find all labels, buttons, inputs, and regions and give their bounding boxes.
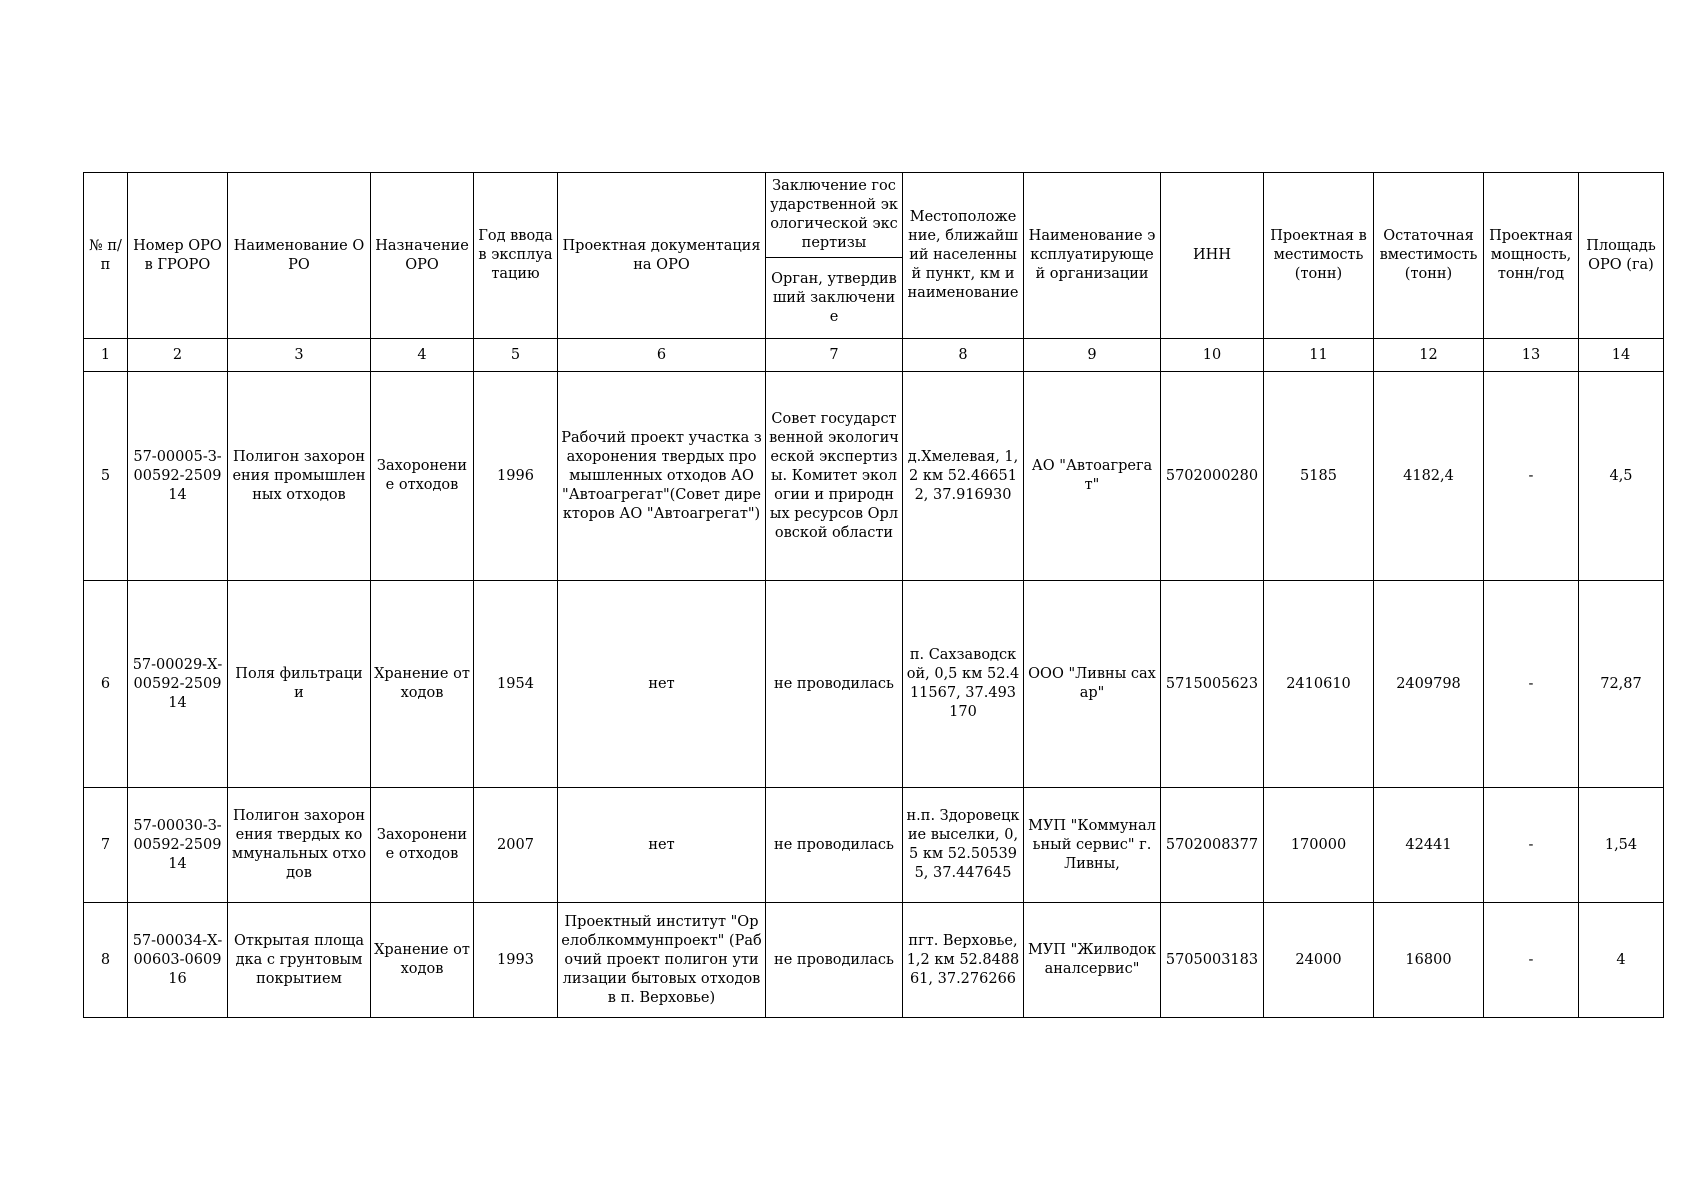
table-row — [84, 903, 1664, 1018]
waste-facilities-table — [83, 172, 1664, 1018]
cell-location: н.п. Здоровецкие выселки, 0,5 км 52.505395, 37.447645 — [903, 788, 1024, 903]
cell-year: 2007 — [474, 788, 558, 903]
column-number: 11 — [1264, 339, 1374, 372]
column-number: 13 — [1484, 339, 1579, 372]
cell-purpose: Захоронение отходов — [371, 788, 474, 903]
header-design-capacity: Проектная вместимость (тонн) — [1264, 173, 1374, 339]
header-year: Год ввода в эксплуатацию — [474, 173, 558, 339]
cell-project-docs: нет — [558, 788, 766, 903]
cell-gropo-number: 57-00030-З-00592-250914 — [128, 788, 228, 903]
cell-operator: МУП "Коммунальный сервис" г.Ливны, — [1024, 788, 1161, 903]
cell-area: 1,54 — [1579, 788, 1664, 903]
cell-location: д.Хмелевая, 1,2 км 52.466512, 37.916930 — [903, 372, 1024, 581]
cell-area: 4 — [1579, 903, 1664, 1018]
cell-name: Полигон захоронения твердых коммунальных отходов — [228, 788, 371, 903]
cell-no: 8 — [84, 903, 128, 1018]
cell-operator: МУП "Жилводоканалсервис" — [1024, 903, 1161, 1018]
cell-expertise: Совет государственной экологической экспертизы. Комитет экологии и природных ресурсов Орловской области — [766, 372, 903, 581]
header-area: Площадь ОРО (га) — [1579, 173, 1664, 339]
cell-expertise: не проводилась — [766, 581, 903, 788]
cell-no: 6 — [84, 581, 128, 788]
cell-operator: ООО "Ливны сахар" — [1024, 581, 1161, 788]
header-purpose: Назначение ОРО — [371, 173, 474, 339]
table-row — [84, 581, 1664, 788]
cell-design-capacity: 170000 — [1264, 788, 1374, 903]
cell-no: 7 — [84, 788, 128, 903]
column-number: 1 — [84, 339, 128, 372]
column-number: 3 — [228, 339, 371, 372]
cell-design-capacity: 24000 — [1264, 903, 1374, 1018]
cell-design-capacity: 2410610 — [1264, 581, 1374, 788]
cell-expertise: не проводилась — [766, 788, 903, 903]
cell-gropo-number: 57-00034-Х-00603-060916 — [128, 903, 228, 1018]
header-design-power: Проектная мощность, тонн/год — [1484, 173, 1579, 339]
cell-gropo-number: 57-00005-З-00592-250914 — [128, 372, 228, 581]
cell-design-power: - — [1484, 372, 1579, 581]
cell-name: Поля фильтрации — [228, 581, 371, 788]
cell-inn: 5702000280 — [1161, 372, 1264, 581]
cell-year: 1954 — [474, 581, 558, 788]
cell-area: 4,5 — [1579, 372, 1664, 581]
cell-purpose: Хранение отходов — [371, 903, 474, 1018]
cell-location: пгт. Верховье, 1,2 км 52.848861, 37.276266 — [903, 903, 1024, 1018]
cell-inn: 5702008377 — [1161, 788, 1264, 903]
header-project-docs: Проектная документация на ОРО — [558, 173, 766, 339]
table-row — [84, 788, 1664, 903]
header-no: № п/п — [84, 173, 128, 339]
cell-remaining-capacity: 4182,4 — [1374, 372, 1484, 581]
column-number: 10 — [1161, 339, 1264, 372]
table-row — [84, 372, 1664, 581]
header-operator: Наименование эксплуатирующей организации — [1024, 173, 1161, 339]
cell-project-docs: нет — [558, 581, 766, 788]
column-number: 12 — [1374, 339, 1484, 372]
cell-purpose: Захоронение отходов — [371, 372, 474, 581]
column-number: 8 — [903, 339, 1024, 372]
cell-location: п. Сахзаводской, 0,5 км 52.411567, 37.493170 — [903, 581, 1024, 788]
cell-project-docs: Проектный институт "Орелоблкоммунпроект" (Рабочий проект полигон утилизации бытовых отходов в п. Верховье) — [558, 903, 766, 1018]
header-remaining-capacity: Остаточная вместимость (тонн) — [1374, 173, 1484, 339]
cell-operator: АО "Автоагрегат" — [1024, 372, 1161, 581]
cell-gropo-number: 57-00029-Х-00592-250914 — [128, 581, 228, 788]
cell-remaining-capacity: 16800 — [1374, 903, 1484, 1018]
cell-no: 5 — [84, 372, 128, 581]
cell-design-capacity: 5185 — [1264, 372, 1374, 581]
column-number: 4 — [371, 339, 474, 372]
header-name: Наименование ОРО — [228, 173, 371, 339]
header-row — [84, 173, 1664, 258]
cell-area: 72,87 — [1579, 581, 1664, 788]
cell-design-power: - — [1484, 788, 1579, 903]
cell-design-power: - — [1484, 581, 1579, 788]
header-approver: Орган, утвердивший заключение — [766, 258, 903, 339]
cell-remaining-capacity: 2409798 — [1374, 581, 1484, 788]
header-inn: ИНН — [1161, 173, 1264, 339]
column-number: 7 — [766, 339, 903, 372]
column-number: 5 — [474, 339, 558, 372]
column-number: 2 — [128, 339, 228, 372]
cell-purpose: Хранение отходов — [371, 581, 474, 788]
cell-name: Открытая площадка с грунтовым покрытием — [228, 903, 371, 1018]
cell-year: 1996 — [474, 372, 558, 581]
column-number-row — [84, 339, 1664, 372]
column-number: 6 — [558, 339, 766, 372]
column-number: 14 — [1579, 339, 1664, 372]
column-number: 9 — [1024, 339, 1161, 372]
cell-design-power: - — [1484, 903, 1579, 1018]
cell-inn: 5715005623 — [1161, 581, 1264, 788]
cell-name: Полигон захоронения промышленных отходов — [228, 372, 371, 581]
header-expertise: Заключение государственной экологической экспертизы — [766, 173, 903, 258]
cell-remaining-capacity: 42441 — [1374, 788, 1484, 903]
header-gropo-number: Номер ОРО в ГРОРО — [128, 173, 228, 339]
header-location: Местоположение, ближайший населенный пункт, км и наименование — [903, 173, 1024, 339]
cell-year: 1993 — [474, 903, 558, 1018]
cell-inn: 5705003183 — [1161, 903, 1264, 1018]
cell-project-docs: Рабочий проект участка захоронения твердых промышленных отходов АО "Автоагрегат"(Совет директоров АО "Автоагрегат") — [558, 372, 766, 581]
cell-expertise: не проводилась — [766, 903, 903, 1018]
